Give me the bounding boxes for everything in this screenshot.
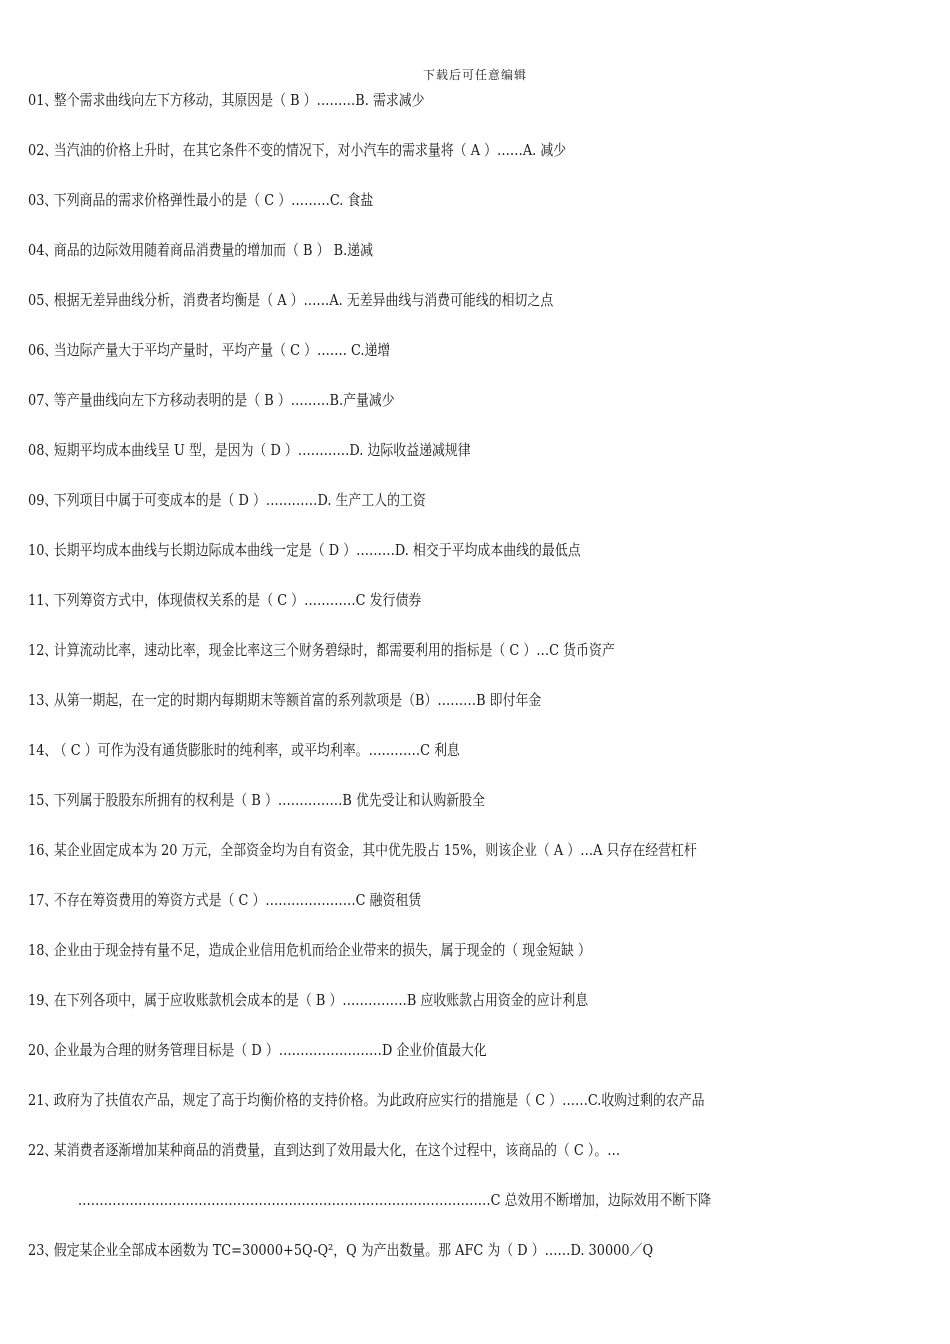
question-text: 政府为了扶值农产品，规定了高于均衡价格的支持价格。为此政府应实行的措施是（ C ）……C.收购过剩的农产品 <box>53 1091 705 1109</box>
question-item <box>28 386 802 436</box>
question-number: 12、 <box>28 641 58 659</box>
question-text: 企业最为合理的财务管理目标是（ D ）……………………D 企业价值最大化 <box>53 1041 487 1059</box>
question-text: ……………………………………………………………………………………C 总效用不断增加，边际效用不断下降 <box>77 1191 712 1209</box>
question-number: 09、 <box>28 491 58 509</box>
question-text: 长期平均成本曲线与长期边际成本曲线一定是（ D ）………D. 相交于平均成本曲线的最低点 <box>53 541 581 559</box>
question-text: 等产量曲线向左下方移动表明的是（ B ）………B.产量减少 <box>53 391 395 409</box>
question-text: 当汽油的价格上升时，在其它条件不变的情况下，对小汽车的需求量将（ A ）……A. 减少 <box>53 141 567 159</box>
question-text: 商品的边际效用随着商品消费量的增加而（ B ） B.递减 <box>53 241 373 259</box>
question-text: 假定某企业全部成本函数为 TC=30000+5Q-Q²，Q 为产出数量。那 AFC 为（ D ）……D. 30000／Q <box>53 1241 654 1259</box>
question-text: （ C ）可作为没有通货膨胀时的纯利率，或平均利率。…………C 利息 <box>53 741 460 759</box>
question-item <box>28 786 802 836</box>
question-item <box>28 1236 802 1286</box>
question-text: 短期平均成本曲线呈 U 型，是因为（ D ）…………D. 边际收益递减规律 <box>53 441 471 459</box>
question-text: 不存在筹资费用的筹资方式是（ C ）…………………C 融资租赁 <box>53 891 422 909</box>
question-item <box>28 836 802 886</box>
question-text: 下列项目中属于可变成本的是（ D ）…………D. 生产工人的工资 <box>53 491 426 509</box>
question-text: 下列属于股股东所拥有的权利是（ B ）……………B 优先受让和认购新股全 <box>53 791 485 809</box>
question-text: 根据无差异曲线分析，消费者均衡是（ A ）……A. 无差异曲线与消费可能线的相切之点 <box>53 291 554 309</box>
question-number: 01、 <box>28 91 58 109</box>
question-number: 07、 <box>28 391 58 409</box>
question-number: 14、 <box>28 741 58 759</box>
question-item <box>28 586 802 636</box>
question-item <box>28 286 802 336</box>
question-number: 10、 <box>28 541 58 559</box>
question-number: 17、 <box>28 891 58 909</box>
question-item <box>28 986 802 1036</box>
question-number: 13、 <box>28 691 58 709</box>
question-number: 21、 <box>28 1091 58 1109</box>
question-list <box>28 86 928 1286</box>
question-item <box>28 736 802 786</box>
question-text: 某消费者逐渐增加某种商品的消费量，直到达到了效用最大化，在这个过程中，该商品的（ C ）。… <box>53 1141 621 1159</box>
question-number: 20、 <box>28 1041 58 1059</box>
question-number: 06、 <box>28 341 58 359</box>
question-number: 22、 <box>28 1141 58 1159</box>
question-continuation <box>28 1186 802 1236</box>
question-number: 23、 <box>28 1241 58 1259</box>
question-number: 02、 <box>28 141 58 159</box>
question-text: 下列筹资方式中，体现债权关系的是（ C ）…………C 发行债券 <box>53 591 422 609</box>
question-number: 08、 <box>28 441 58 459</box>
question-item <box>28 936 802 986</box>
question-number: 19、 <box>28 991 58 1009</box>
question-text: 当边际产量大于平均产量时，平均产量（ C ）……. C.递增 <box>53 341 391 359</box>
question-item <box>28 1086 802 1136</box>
question-number: 04、 <box>28 241 58 259</box>
question-text: 从第一期起，在一定的时期内每期期末等额首富的系列款项是（B）………B 即付年金 <box>53 691 542 709</box>
question-item <box>28 536 802 586</box>
question-item <box>28 1136 802 1186</box>
question-text: 整个需求曲线向左下方移动，其原因是（ B ）………B. 需求减少 <box>53 91 425 109</box>
question-item <box>28 886 802 936</box>
question-text: 在下列各项中，属于应收账款机会成本的是（ B ）……………B 应收账款占用资金的应计利息 <box>53 991 589 1009</box>
page-header-note: 下载后可任意编辑 <box>422 68 527 82</box>
question-number: 05、 <box>28 291 58 309</box>
question-text: 下列商品的需求价格弹性最小的是（ C ）………C. 食盐 <box>53 191 374 209</box>
question-item <box>28 136 802 186</box>
question-number: 18、 <box>28 941 58 959</box>
question-text: 企业由于现金持有量不足，造成企业信用危机而给企业带来的损失，属于现金的（ 现金短缺 ） <box>53 941 591 959</box>
question-number: 11、 <box>28 591 58 609</box>
question-item <box>28 336 802 386</box>
question-text: 计算流动比率，速动比率，现金比率这三个财务碧绿时，都需要利用的指标是（ C ）…C 货币资产 <box>53 641 615 659</box>
question-text: 某企业固定成本为 20 万元，全部资金均为自有资金，其中优先股占 15%，则该企业（ A ）…A 只存在经营杠杆 <box>53 841 697 859</box>
question-item <box>28 436 802 486</box>
question-item <box>28 486 802 536</box>
question-number: 16、 <box>28 841 58 859</box>
question-item <box>28 1036 802 1086</box>
question-item <box>28 186 802 236</box>
question-number: 15、 <box>28 791 58 809</box>
question-item <box>28 86 802 136</box>
question-item <box>28 686 802 736</box>
question-number: 03、 <box>28 191 58 209</box>
question-item <box>28 236 802 286</box>
question-item <box>28 636 802 686</box>
